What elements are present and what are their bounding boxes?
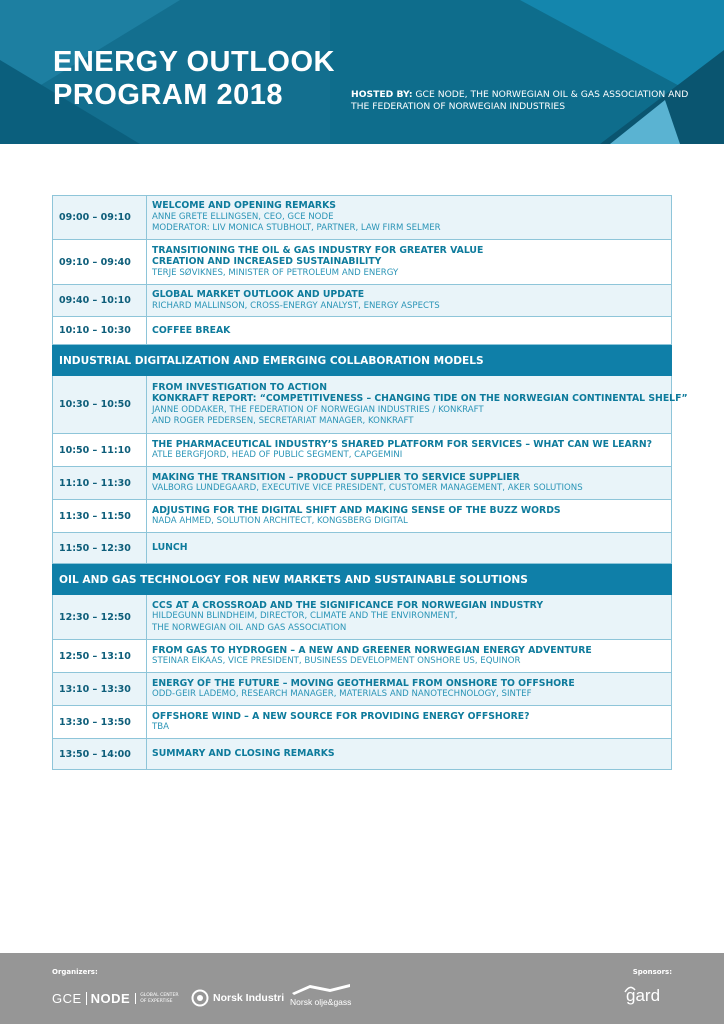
row-title: GLOBAL MARKET OUTLOOK AND UPDATE	[152, 289, 365, 300]
gce-node-logo	[52, 991, 179, 1006]
row-speaker: ODD-GEIR LADEMO, RESEARCH MANAGER, MATERIALS AND NANOTECHNOLOGY, SINTEF	[152, 689, 532, 700]
row-time: 11:50 – 12:30	[53, 533, 147, 563]
program-row-offshore-wind	[52, 706, 672, 739]
row-content	[147, 739, 671, 769]
row-content	[147, 673, 671, 705]
program-row-pharmaceutical	[52, 434, 672, 467]
logo-divider	[86, 992, 87, 1005]
row-time: 10:10 – 10:30	[53, 317, 147, 344]
program-row-hydrogen	[52, 640, 672, 673]
row-content	[147, 640, 671, 672]
hosted-by-organizations: GCE NODE, THE NORWEGIAN OIL & GAS ASSOCIATION AND THE FEDERATION OF NORWEGIAN INDUSTRIES	[351, 89, 689, 112]
program-row-global-market	[52, 285, 672, 317]
row-time: 12:30 – 12:50	[53, 595, 147, 639]
row-time: 11:10 – 11:30	[53, 467, 147, 499]
row-title: ADJUSTING FOR THE DIGITAL SHIFT AND MAKING SENSE OF THE BUZZ WORDS	[152, 504, 561, 516]
row-speaker: VALBORG LUNDEGAARD, EXECUTIVE VICE PRESIDENT, CUSTOMER MANAGEMENT, AKER SOLUTIONS	[152, 483, 583, 494]
gce-tagline-line-1: GLOBAL CENTER	[140, 993, 179, 999]
title-line-1: ENERGY OUTLOOK	[53, 46, 335, 78]
gard-text: gard	[626, 986, 661, 1005]
node-logo-text: NODE	[90, 991, 131, 1006]
row-title: KONKRAFT REPORT: “COMPETITIVENESS – CHANGING TIDE ON THE NORWEGIAN CONTINENTAL SHELF”	[152, 393, 688, 405]
organizers-label: Organizers:	[52, 968, 98, 976]
row-content	[147, 595, 671, 639]
program-row-ccs	[52, 595, 672, 640]
row-content	[147, 196, 671, 239]
program-row-coffee-break	[52, 317, 672, 345]
norsk-industri-logo	[191, 989, 284, 1007]
row-time: 12:50 – 13:10	[53, 640, 147, 672]
hosted-by-text	[351, 89, 691, 112]
row-title: FROM GAS TO HYDROGEN – A NEW AND GREENER NORWEGIAN ENERGY ADVENTURE	[152, 644, 592, 656]
hosted-by-label: HOSTED BY:	[351, 89, 413, 100]
row-speaker: AND ROGER PEDERSEN, SECRETARIAT MANAGER, KONKRAFT	[152, 416, 414, 427]
row-speaker: STEINAR EIKAAS, VICE PRESIDENT, BUSINESS DEVELOPMENT ONSHORE US, EQUINOR	[152, 656, 521, 667]
norsk-olje-gass-emblem-icon	[290, 983, 352, 995]
row-content	[147, 317, 671, 344]
page-title	[53, 46, 335, 112]
program-row-digital-shift	[52, 500, 672, 533]
row-title: WELCOME AND OPENING REMARKS	[152, 200, 336, 212]
row-content	[147, 285, 671, 316]
program-row-welcome	[52, 196, 672, 240]
gce-logo-text: GCE	[52, 991, 82, 1006]
section-header-digitalization: INDUSTRIAL DIGITALIZATION AND EMERGING COLLABORATION MODELS	[52, 345, 672, 376]
row-time: 09:00 – 09:10	[53, 196, 147, 239]
row-speaker: THE NORWEGIAN OIL AND GAS ASSOCIATION	[152, 622, 347, 633]
row-speaker: ATLE BERGFJORD, HEAD OF PUBLIC SEGMENT, CAPGEMINI	[152, 450, 403, 461]
row-title: THE PHARMACEUTICAL INDUSTRY’S SHARED PLATFORM FOR SERVICES – WHAT CAN WE LEARN?	[152, 438, 653, 450]
program-row-investigation	[52, 376, 688, 434]
row-title: MAKING THE TRANSITION – PRODUCT SUPPLIER TO SERVICE SUPPLIER	[152, 471, 520, 483]
sponsors-label: Sponsors:	[632, 968, 672, 976]
gard-emblem-icon	[624, 984, 636, 994]
row-time: 13:30 – 13:50	[53, 706, 147, 738]
row-time: 13:10 – 13:30	[53, 673, 147, 705]
row-speaker: NADA AHMED, SOLUTION ARCHITECT, KONGSBERG DIGITAL	[152, 516, 408, 527]
row-content	[147, 533, 671, 563]
row-title: LUNCH	[152, 542, 188, 554]
program-row-transition	[52, 240, 672, 285]
section-header-oil-gas-technology: OIL AND GAS TECHNOLOGY FOR NEW MARKETS AND SUSTAINABLE SOLUTIONS	[52, 564, 672, 595]
row-time: 11:30 – 11:50	[53, 500, 147, 532]
row-content	[147, 434, 671, 466]
row-time: 13:50 – 14:00	[53, 739, 147, 769]
row-time: 10:30 – 10:50	[53, 376, 147, 433]
row-speaker: HILDEGUNN BLINDHEIM, DIRECTOR, CLIMATE AND THE ENVIRONMENT,	[152, 611, 458, 622]
norsk-olje-gass-logo	[290, 983, 352, 1007]
program-table	[52, 195, 688, 770]
row-title: ENERGY OF THE FUTURE – MOVING GEOTHERMAL FROM ONSHORE TO OFFSHORE	[152, 677, 575, 689]
row-title: CCS AT A CROSSROAD AND THE SIGNIFICANCE FOR NORWEGIAN INDUSTRY	[152, 599, 544, 611]
row-title: CREATION AND INCREASED SUSTAINABILITY	[152, 256, 382, 268]
row-title: COFFEE BREAK	[152, 324, 231, 336]
gce-tagline-line-2: OF EXPERTISE	[140, 998, 173, 1004]
row-title: OFFSHORE WIND – A NEW SOURCE FOR PROVIDING ENERGY OFFSHORE?	[152, 710, 530, 722]
row-speaker: TERJE SØVIKNES, MINISTER OF PETROLEUM AND ENERGY	[152, 267, 399, 278]
row-speaker: ANNE GRETE ELLINGSEN, CEO, GCE NODE	[152, 211, 334, 222]
row-content	[147, 467, 671, 499]
title-line-2: PROGRAM 2018	[53, 79, 284, 111]
program-row-energy-future	[52, 673, 672, 706]
row-time: 09:40 – 10:10	[53, 285, 147, 316]
program-row-summary	[52, 739, 672, 770]
gce-logo-tagline	[135, 993, 178, 1004]
row-content	[147, 706, 671, 738]
row-title: FROM INVESTIGATION TO ACTION	[152, 381, 327, 393]
row-speaker: JANNE ODDAKER, THE FEDERATION OF NORWEGIAN INDUSTRIES / KONKRAFT	[152, 404, 484, 415]
header-banner	[0, 0, 724, 144]
gard-logo	[626, 986, 660, 1006]
row-title: SUMMARY AND CLOSING REMARKS	[152, 748, 335, 760]
footer	[0, 953, 724, 1024]
row-content	[147, 240, 671, 284]
row-speaker: TBA	[152, 722, 170, 733]
norsk-olje-gass-text: Norsk olje&gass	[290, 997, 352, 1007]
row-time: 09:10 – 09:40	[53, 240, 147, 284]
norsk-industri-emblem-icon	[191, 989, 209, 1007]
program-row-making-transition	[52, 467, 672, 500]
row-speaker: RICHARD MALLINSON, CROSS-ENERGY ANALYST, ENERGY ASPECTS	[152, 300, 440, 311]
norsk-industri-text: Norsk Industri	[213, 992, 285, 1004]
row-title: TRANSITIONING THE OIL & GAS INDUSTRY FOR GREATER VALUE	[152, 244, 484, 256]
program-row-lunch	[52, 533, 672, 564]
row-content	[147, 376, 693, 433]
row-speaker: MODERATOR: LIV MONICA STUBHOLT, PARTNER, LAW FIRM SELMER	[152, 223, 441, 234]
row-time: 10:50 – 11:10	[53, 434, 147, 466]
row-content	[147, 500, 671, 532]
